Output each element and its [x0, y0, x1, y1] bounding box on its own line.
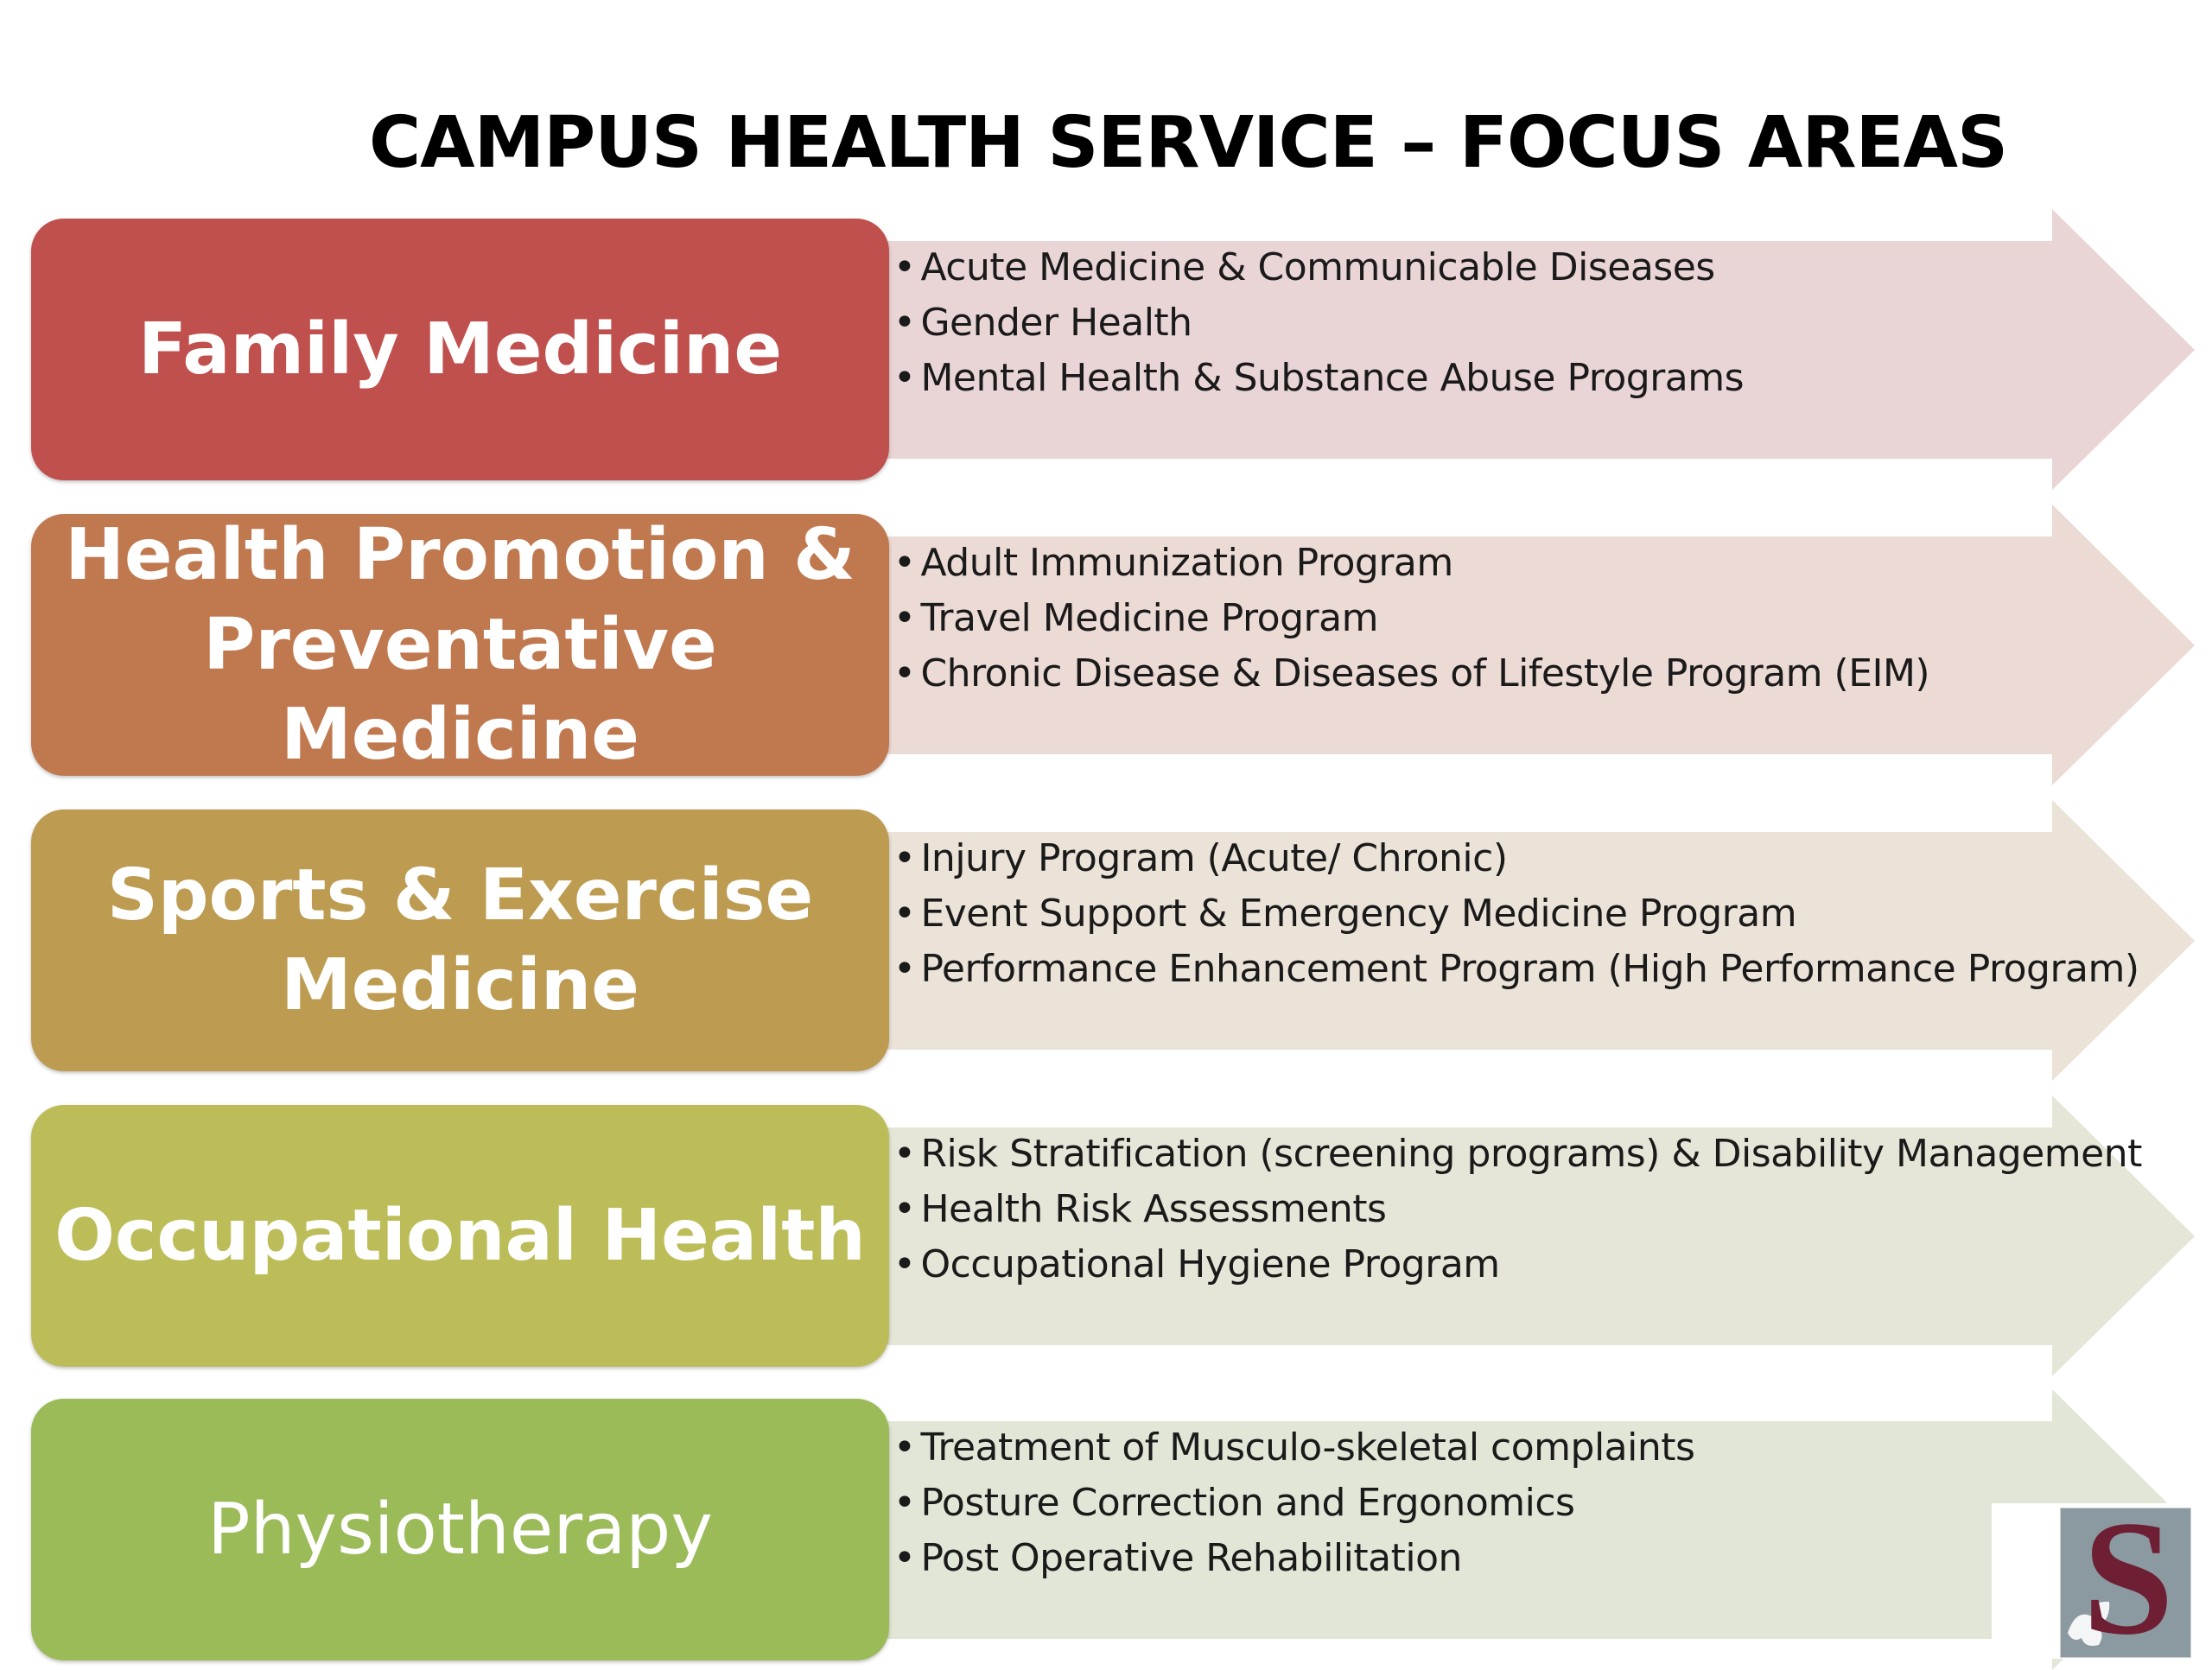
bullet-item: • Performance Enhancement Program (High Performance Program) — [893, 942, 2103, 997]
bullet-item: • Posture Correction and Ergonomics — [893, 1476, 2103, 1531]
focus-area-label: Physiotherapy — [31, 1399, 889, 1660]
bullet-item: • Mental Health & Substance Abuse Programs — [893, 351, 2103, 406]
focus-area-bullets — [893, 240, 2103, 406]
focus-area-physiotherapy — [0, 1389, 2212, 1670]
page-title: CAMPUS HEALTH SERVICE – FOCUS AREAS — [368, 102, 2008, 184]
focus-area-family-medicine — [0, 209, 2212, 490]
svg-text:S: S — [2082, 1503, 2174, 1659]
focus-area-bullets — [893, 536, 2103, 702]
bullet-item: • Chronic Disease & Diseases of Lifestyle Program (EIM) — [893, 646, 2103, 702]
focus-area-sports-exercise — [0, 800, 2212, 1081]
bullet-item: • Risk Stratification (screening programs) & Disability Management — [893, 1127, 2103, 1182]
bullet-item: • Gender Health — [893, 295, 2103, 351]
bullet-item: • Treatment of Musculo-skeletal complaints — [893, 1420, 2103, 1476]
focus-area-occupational-health — [0, 1095, 2212, 1376]
focus-area-label: Health Promotion & Preventative Medicine — [31, 514, 889, 776]
bullet-item: • Injury Program (Acute/ Chronic) — [893, 831, 2103, 886]
focus-area-bullets — [893, 831, 2139, 997]
bullet-item: • Travel Medicine Program — [893, 591, 2103, 646]
bullet-item: • Post Operative Rehabilitation — [893, 1531, 2103, 1586]
focus-area-bullets — [893, 1420, 2103, 1586]
university-logo — [1992, 1503, 2212, 1659]
focus-area-bullets — [893, 1127, 2142, 1292]
focus-area-label: Sports & Exercise Medicine — [31, 810, 889, 1071]
bullet-item: • Health Risk Assessments — [893, 1182, 2103, 1237]
bullet-item: • Event Support & Emergency Medicine Program — [893, 886, 2103, 942]
focus-area-label: Family Medicine — [31, 219, 889, 480]
focus-area-label: Occupational Health — [31, 1105, 889, 1367]
bullet-item: • Occupational Hygiene Program — [893, 1237, 2103, 1292]
university-crest-s-logo-icon — [1992, 1503, 2212, 1659]
focus-area-health-promotion — [0, 505, 2212, 785]
bullet-item: • Acute Medicine & Communicable Diseases — [893, 240, 2103, 295]
bullet-item: • Adult Immunization Program — [893, 536, 2103, 591]
